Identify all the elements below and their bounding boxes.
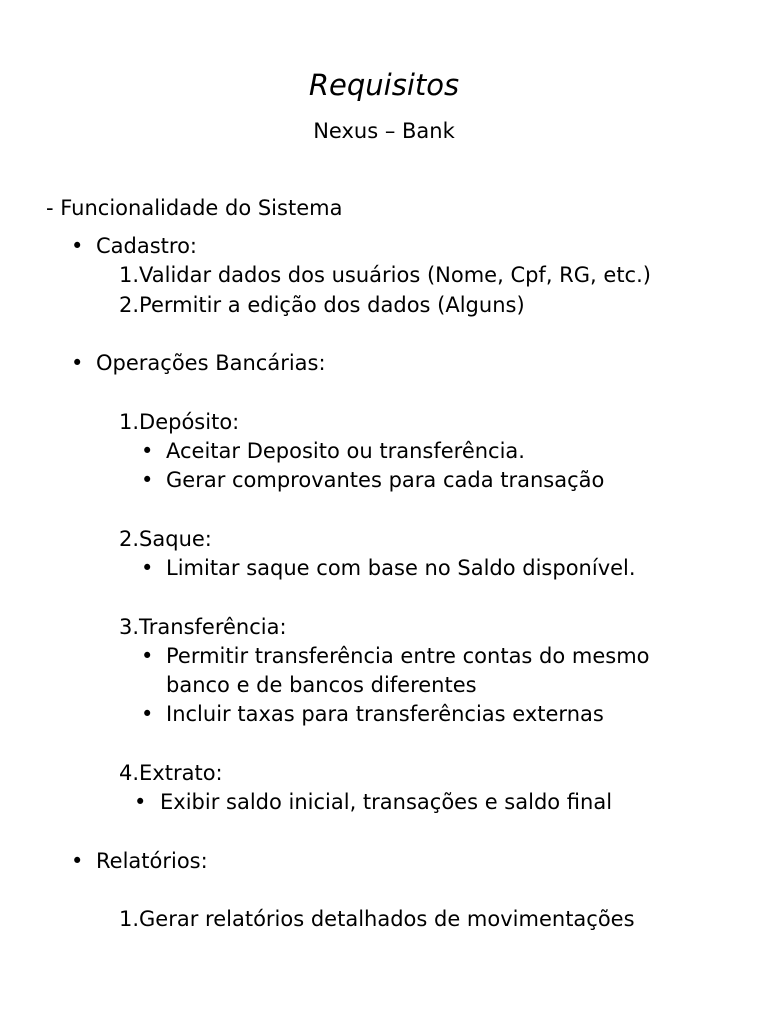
bullet-icon: • bbox=[141, 468, 154, 492]
document-title: Requisitos bbox=[308, 68, 460, 102]
transferencia-item: Permitir transferência entre contas do mesmo bbox=[166, 644, 650, 668]
cadastro-item: 1.Validar dados dos usuários (Nome, Cpf, RG, etc.) bbox=[119, 263, 651, 287]
bullet-icon: • bbox=[141, 702, 154, 726]
cadastro-label: Cadastro: bbox=[96, 234, 198, 258]
bullet-icon: • bbox=[71, 234, 84, 258]
deposito-item: Gerar comprovantes para cada transação bbox=[166, 468, 605, 492]
bullet-icon: • bbox=[141, 644, 154, 668]
saque-label: 2.Saque: bbox=[119, 527, 212, 551]
section-heading: - Funcionalidade do Sistema bbox=[46, 196, 343, 220]
transferencia-item: Incluir taxas para transferências externas bbox=[166, 702, 604, 726]
transferencia-item-continuation: banco e de bancos diferentes bbox=[166, 673, 477, 697]
bullet-icon: • bbox=[71, 351, 84, 375]
bullet-icon: • bbox=[141, 556, 154, 580]
saque-item: Limitar saque com base no Saldo disponível. bbox=[166, 556, 636, 580]
bullet-icon: • bbox=[141, 439, 154, 463]
relatorios-item: 1.Gerar relatórios detalhados de movimentações bbox=[119, 907, 635, 931]
bullet-icon: • bbox=[134, 790, 147, 814]
deposito-item: Aceitar Deposito ou transferência. bbox=[166, 439, 525, 463]
deposito-label: 1.Depósito: bbox=[119, 410, 240, 434]
bullet-icon: • bbox=[71, 849, 84, 873]
extrato-item: Exibir saldo inicial, transações e saldo final bbox=[160, 790, 613, 814]
cadastro-item: 2.Permitir a edição dos dados (Alguns) bbox=[119, 293, 525, 317]
document-subtitle: Nexus – Bank bbox=[313, 119, 455, 143]
extrato-label: 4.Extrato: bbox=[119, 761, 223, 785]
relatorios-label: Relatórios: bbox=[96, 849, 208, 873]
operacoes-label: Operações Bancárias: bbox=[96, 351, 326, 375]
transferencia-label: 3.Transferência: bbox=[119, 615, 287, 639]
